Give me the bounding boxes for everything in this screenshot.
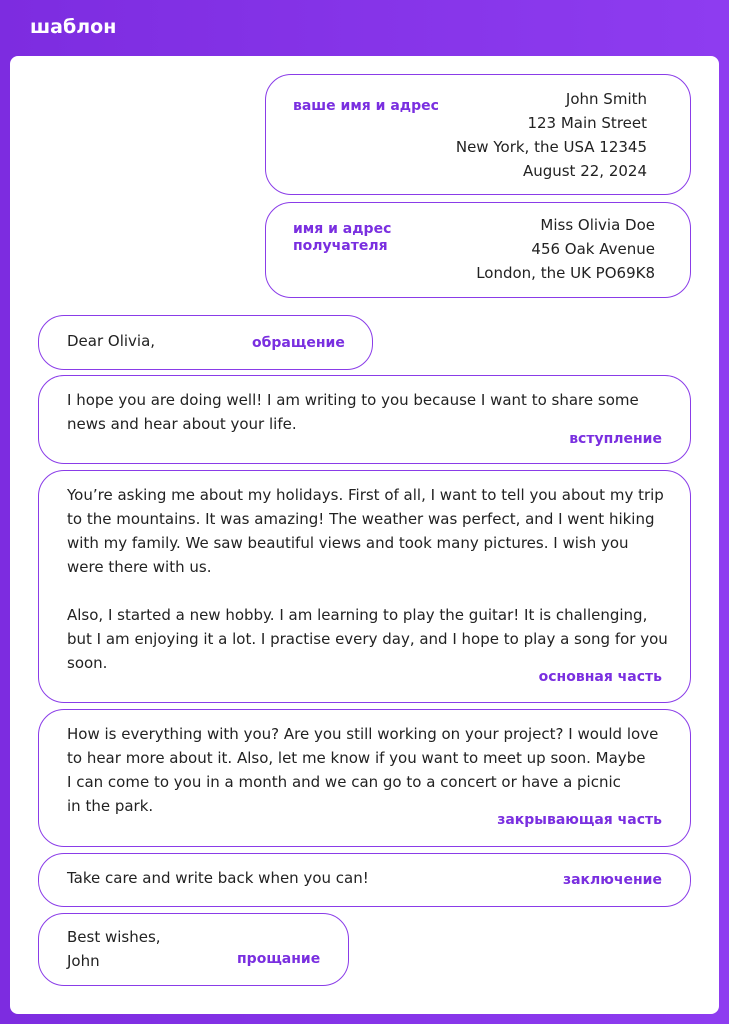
greeting-text: Dear Olivia, xyxy=(67,332,156,350)
header-title: шаблон xyxy=(30,16,117,38)
main-para1-line-3: with my family. We saw beautiful views and took many pictures. I wish you xyxy=(67,534,629,552)
closing-line-3: I can come to you in a month and we can go to a concert or have a picnic xyxy=(67,773,621,791)
main-para2-line-3: soon. xyxy=(67,654,108,672)
closing-label: закрывающая часть xyxy=(497,812,662,828)
closing-line-4: in the park. xyxy=(67,797,154,815)
main-para1-line-2: to the mountains. It was amazing! The weather was perfect, and I went hiking xyxy=(67,510,655,528)
greeting-label: обращение xyxy=(252,335,345,351)
recipient-line-street: 456 Oak Avenue xyxy=(531,240,655,258)
signoff-label: прощание xyxy=(237,951,321,967)
sender-line-name: John Smith xyxy=(565,90,647,108)
closing-line-1: How is everything with you? Are you still working on your project? I would love xyxy=(67,725,659,743)
sender-label: ваше имя и адрес xyxy=(293,98,439,114)
main-para1-line-4: were there with us. xyxy=(67,558,212,576)
recipient-line-name: Miss Olivia Doe xyxy=(540,216,655,234)
signoff-line-2: John xyxy=(67,952,100,970)
intro-label: вступление xyxy=(569,431,662,447)
intro-line-2: news and hear about your life. xyxy=(67,415,297,433)
sender-line-city: New York, the USA 12345 xyxy=(455,138,647,156)
sender-line-date: August 22, 2024 xyxy=(522,162,647,180)
conclusion-text: Take care and write back when you can! xyxy=(67,869,369,887)
main-label: основная часть xyxy=(538,669,662,685)
signoff-line-1: Best wishes, xyxy=(67,928,161,946)
conclusion-label: заключение xyxy=(562,872,662,888)
closing-line-2: to hear more about it. Also, let me know if you want to meet up soon. Maybe xyxy=(67,749,646,767)
recipient-label-line2: получателя xyxy=(293,238,388,254)
intro-line-1: I hope you are doing well! I am writing to you because I want to share some xyxy=(67,391,639,409)
main-para2-line-1: Also, I started a new hobby. I am learning to play the guitar! It is challenging, xyxy=(67,606,648,624)
recipient-label-line1: имя и адрес xyxy=(293,221,392,237)
sender-line-street: 123 Main Street xyxy=(527,114,647,132)
main-para2-line-2: but I am enjoying it a lot. I practise every day, and I hope to play a song for you xyxy=(67,630,668,648)
main-para1-line-1: You’re asking me about my holidays. First of all, I want to tell you about my trip xyxy=(67,486,664,504)
recipient-line-city: London, the UK PO69K8 xyxy=(476,264,655,282)
